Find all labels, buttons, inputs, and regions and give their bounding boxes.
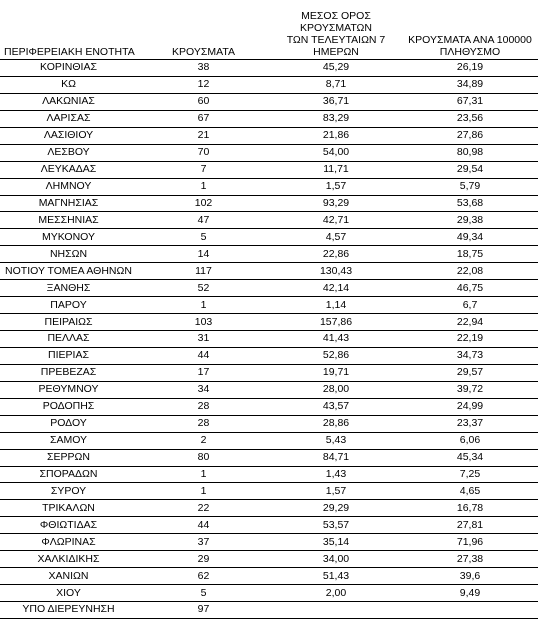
cell-cases: 60 [197, 95, 210, 108]
cell-cases: 44 [197, 518, 210, 531]
header-per100k-line: ΚΡΟΥΣΜΑΤΑ ΑΝΑ 100000 [408, 34, 532, 46]
header-avg-line: ΗΜΕΡΩΝ [313, 46, 359, 58]
cell-avg: 8,71 [325, 78, 347, 91]
cell-avg: 21,86 [322, 129, 350, 142]
cell-region: ΦΛΩΡΙΝΑΣ [41, 535, 96, 548]
cell-cases: 22 [197, 501, 210, 514]
cell-avg: 43,57 [322, 400, 350, 413]
cell-cases: 5 [200, 586, 207, 599]
cell-region: ΡΟΔΟΥ [50, 417, 87, 430]
cell-avg: 42,71 [322, 213, 350, 226]
table-body [0, 60, 538, 619]
cell-avg: 1,14 [325, 298, 347, 311]
cell-per100k: 45,34 [456, 451, 484, 464]
cell-per100k: 9,49 [459, 586, 481, 599]
header-avg-line: ΜΕΣΟΣ ΟΡΟΣ ΚΡΟΥΣΜΑΤΩΝ [300, 10, 372, 34]
cell-avg: 45,29 [322, 61, 350, 74]
table-row [0, 415, 538, 432]
cell-avg: 19,71 [322, 366, 350, 379]
cell-cases: 117 [195, 264, 212, 277]
cell-avg: 83,29 [322, 112, 350, 125]
cell-avg: 2,00 [325, 586, 347, 599]
cell-cases: 28 [197, 400, 210, 413]
cell-region: ΡΟΔΟΠΗΣ [42, 400, 95, 413]
cell-region: ΜΥΚΟΝΟΥ [41, 230, 95, 243]
cell-region: ΠΕΙΡΑΙΩΣ [44, 315, 93, 328]
cell-region: ΦΘΙΩΤΙΔΑΣ [39, 518, 98, 531]
cell-per100k [402, 602, 538, 619]
cell-avg: 29,29 [322, 501, 350, 514]
cases-table [0, 10, 538, 619]
cell-cases: 44 [197, 349, 210, 362]
cell-avg: 5,43 [325, 434, 347, 447]
cell-region: ΛΑΚΩΝΙΑΣ [42, 95, 95, 108]
table-row [0, 398, 538, 415]
cell-cases: 67 [197, 112, 210, 125]
cell-region: ΤΡΙΚΑΛΩΝ [42, 501, 95, 514]
cell-region: ΣΠΟΡΑΔΩΝ [39, 467, 98, 480]
cell-cases: 97 [197, 603, 210, 616]
cell-cases: 28 [197, 417, 210, 430]
table-row [0, 195, 538, 212]
cell-per100k: 22,08 [456, 264, 484, 277]
header-row [0, 10, 538, 60]
cell-avg: 4,57 [325, 230, 347, 243]
cell-region: ΠΡΕΒΕΖΑΣ [40, 366, 97, 379]
cell-avg: 35,14 [322, 535, 350, 548]
cell-cases: 52 [197, 281, 210, 294]
cell-avg: 52,86 [322, 349, 350, 362]
table-row [0, 297, 538, 314]
cell-region: ΞΑΝΘΗΣ [46, 281, 91, 294]
cell-cases: 17 [197, 366, 210, 379]
cell-cases: 12 [197, 78, 210, 91]
cell-region: ΜΕΣΣΗΝΙΑΣ [38, 213, 99, 226]
cell-avg: 41,43 [322, 332, 350, 345]
table-row [0, 432, 538, 449]
cell-region: ΥΠΟ ΔΙΕΡΕΥΝΗΣΗ [22, 603, 115, 616]
cell-per100k: 53,68 [456, 196, 484, 209]
cell-region: ΝΗΣΩΝ [49, 247, 88, 260]
table-row [0, 500, 538, 517]
table-row [0, 466, 538, 483]
table-row [0, 280, 538, 297]
cell-cases: 1 [200, 298, 207, 311]
cell-per100k: 34,73 [456, 349, 484, 362]
table-row [0, 110, 538, 127]
table-row [0, 161, 538, 178]
cell-avg: 28,00 [322, 383, 350, 396]
cell-avg: 11,71 [323, 163, 349, 176]
cell-cases: 47 [197, 213, 210, 226]
cell-region: ΜΑΓΝΗΣΙΑΣ [38, 196, 99, 209]
cell-per100k: 71,96 [456, 535, 484, 548]
cell-avg: 34,00 [322, 552, 350, 565]
cell-avg: 53,57 [322, 518, 350, 531]
table-row [0, 517, 538, 534]
cell-cases: 29 [197, 552, 210, 565]
cell-cases: 80 [197, 451, 210, 464]
cell-cases: 31 [197, 332, 210, 345]
cell-region: ΠΙΕΡΙΑΣ [48, 349, 89, 362]
header-avg [270, 10, 402, 60]
cell-per100k: 27,86 [456, 129, 484, 142]
cell-region: ΡΕΘΥΜΝΟΥ [38, 383, 99, 396]
cell-per100k: 29,54 [456, 163, 484, 176]
cell-per100k: 34,89 [456, 78, 484, 91]
cell-region: ΣΥΡΟΥ [50, 484, 87, 497]
cell-avg: 54,00 [322, 146, 350, 159]
table-row [0, 76, 538, 93]
cell-avg: 51,43 [322, 569, 350, 582]
cell-region: ΣΕΡΡΩΝ [47, 451, 90, 464]
cell-avg: 28,86 [322, 417, 350, 430]
cell-per100k: 16,78 [456, 501, 484, 514]
cell-avg: 1,57 [325, 180, 347, 193]
table-row [0, 534, 538, 551]
cell-cases: 21 [197, 129, 210, 142]
cell-cases: 62 [197, 569, 210, 582]
cell-per100k: 22,94 [456, 315, 484, 328]
cell-cases: 37 [197, 535, 210, 548]
cell-cases: 103 [194, 315, 213, 328]
cell-cases: 34 [197, 383, 210, 396]
cell-per100k: 6,06 [459, 434, 481, 447]
table-row [0, 568, 538, 585]
cell-per100k: 23,37 [456, 417, 484, 430]
table-row [0, 364, 538, 381]
cell-per100k: 39,72 [456, 383, 484, 396]
cell-avg: 42,14 [322, 281, 350, 294]
cell-region: ΚΟΡΙΝΘΙΑΣ [40, 61, 97, 74]
cell-per100k: 4,65 [459, 484, 481, 497]
cell-per100k: 27,81 [456, 518, 484, 531]
table-row [0, 93, 538, 110]
cell-cases: 5 [200, 230, 207, 243]
cell-region: ΧΑΝΙΩΝ [48, 569, 89, 582]
cell-avg: 93,29 [322, 196, 350, 209]
table-row [0, 449, 538, 466]
header-region: ΠΕΡΙΦΕΡΕΙΑΚΗ ΕΝΟΤΗΤΑ [0, 10, 137, 60]
cell-cases: 1 [200, 484, 207, 497]
table-row [0, 178, 538, 195]
cell-per100k: 49,34 [456, 230, 484, 243]
table-row [0, 585, 538, 602]
cell-region: ΚΩ [61, 78, 76, 91]
cell-cases: 70 [197, 146, 210, 159]
cell-cases: 38 [197, 61, 210, 74]
cell-region: ΛΗΜΝΟΥ [45, 180, 92, 193]
cell-cases: 14 [197, 247, 210, 260]
table-row [0, 229, 538, 246]
cell-region: ΣΑΜΟΥ [49, 434, 88, 447]
cell-region: ΛΕΥΚΑΔΑΣ [40, 163, 97, 176]
cell-per100k: 46,75 [456, 281, 484, 294]
cell-per100k: 22,19 [456, 332, 484, 345]
table-row [0, 314, 538, 331]
cell-avg: 130,43 [319, 264, 353, 277]
table-row [0, 246, 538, 263]
cell-per100k: 29,57 [456, 366, 484, 379]
header-avg-line: ΤΩΝ ΤΕΛΕΥΤΑΙΩΝ 7 [286, 34, 386, 46]
cell-per100k: 26,19 [456, 61, 484, 74]
cell-region: ΝΟΤΙΟΥ ΤΟΜΕΑ ΑΘΗΝΩΝ [5, 264, 132, 277]
cell-per100k: 39,6 [459, 569, 481, 582]
cell-region: ΠΕΛΛΑΣ [47, 332, 90, 345]
table-row [0, 263, 538, 280]
cell-per100k: 24,99 [456, 400, 484, 413]
cell-per100k: 23,56 [456, 112, 484, 125]
table-row [0, 331, 538, 348]
cell-cases: 102 [194, 196, 213, 209]
cell-avg: 36,71 [322, 95, 350, 108]
header-per100k [402, 10, 538, 60]
cell-region: ΛΑΡΙΣΑΣ [46, 112, 91, 125]
cell-cases: 2 [200, 434, 207, 447]
cell-cases: 1 [200, 180, 207, 193]
table-row [0, 551, 538, 568]
cell-cases: 7 [200, 163, 207, 176]
table-row [0, 483, 538, 500]
table-row [0, 212, 538, 229]
cell-avg: 1,43 [325, 467, 347, 480]
table-row [0, 347, 538, 364]
table-row [0, 602, 538, 619]
cell-per100k: 18,75 [456, 247, 484, 260]
cell-cases: 1 [200, 467, 207, 480]
cell-per100k: 29,38 [456, 213, 484, 226]
cell-per100k: 7,25 [459, 467, 481, 480]
cell-per100k: 80,98 [456, 146, 484, 159]
table-row [0, 144, 538, 161]
cell-per100k: 27,38 [456, 552, 484, 565]
table-row [0, 127, 538, 144]
cell-region: ΧΙΟΥ [56, 586, 81, 599]
table-row [0, 381, 538, 398]
cell-avg: 1,57 [325, 484, 347, 497]
header-cases: ΚΡΟΥΣΜΑΤΑ [137, 10, 270, 60]
header-per100k-line: ΠΛΗΘΥΣΜΟ [439, 46, 501, 58]
cell-per100k: 67,31 [456, 95, 484, 108]
cell-region: ΛΑΣΙΘΙΟΥ [43, 129, 94, 142]
cell-region: ΛΕΣΒΟΥ [47, 146, 90, 159]
cell-per100k: 5,79 [459, 180, 481, 193]
cell-region: ΠΑΡΟΥ [50, 298, 87, 311]
cell-region: ΧΑΛΚΙΔΙΚΗΣ [37, 552, 100, 565]
cell-avg: 84,71 [322, 451, 350, 464]
cell-avg: 22,86 [322, 247, 350, 260]
cell-avg: 157,86 [319, 315, 353, 328]
table-row [0, 60, 538, 77]
cell-avg [270, 602, 402, 619]
cell-per100k: 6,7 [462, 298, 478, 311]
